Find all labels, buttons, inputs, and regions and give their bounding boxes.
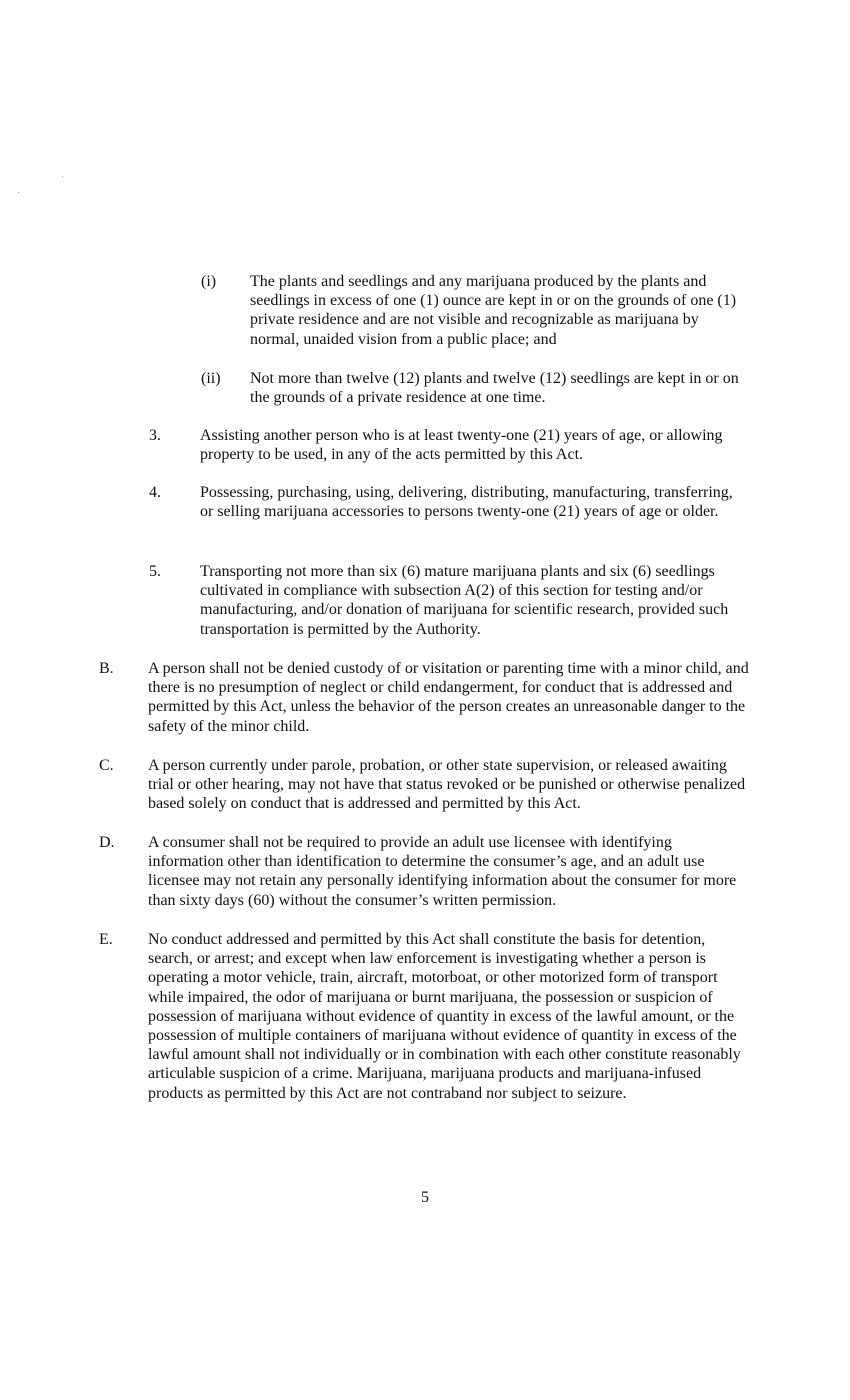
numbered-item-text: Transporting not more than six (6) mature marijuana plants and six (6) seedlings cultivated in compliance with subsection A(2) of this section for testing and/or manufacturing, and/or donation of marijuana for scientific research, provided such transportation is permitted by the Authority. xyxy=(200,563,729,638)
sub-item-text: The plants and seedlings and any marijuana produced by the plants and seedlings in excess of one (1) ounce are kept in or on the grounds of one (1) private residence and are not visible and recognizable as marijuana by normal, unaided vision from a public place; and xyxy=(250,273,737,348)
numbered-item-marker: 3. xyxy=(149,427,161,444)
section-marker: E. xyxy=(99,931,113,948)
section-text: A person shall not be denied custody of or visitation or parenting time with a minor child, and there is no presumption of neglect or child endangerment, for conduct that is addressed and permitted by this Act, unless the behavior of the person creates an unreasonable danger to the safety of the minor child. xyxy=(148,660,749,735)
section-text: No conduct addressed and permitted by this Act shall constitute the basis for detention, search, or arrest; and except when law enforcement is investigating whether a person is operating a motor vehicle, train, aircraft, motorboat, or other motorized form of transport while impaired, the odor of marijuana or burnt marijuana, the possession or suspicion of possession of marijuana without evidence of quantity in excess of the lawful amount, or the possession of multiple containers of marijuana without evidence of quantity in excess of the lawful amount shall not individually or in combination with each other constitute reasonably articulable suspicion of a crime. Marijuana, marijuana products and marijuana-infused products as permitted by this Act are not contraband nor subject to seizure. xyxy=(148,931,741,1102)
section-marker: B. xyxy=(99,660,114,677)
section-marker: C. xyxy=(99,757,114,774)
section-text: A consumer shall not be required to provide an adult use licensee with identifying information other than identification to determine the consumer’s age, and an adult use licensee may not retain any personally identifying information about the consumer for more than sixty days (60) without the consumer’s written permission. xyxy=(148,834,737,909)
page-number: 5 xyxy=(421,1189,429,1206)
sub-item-marker: (ii) xyxy=(201,370,221,387)
numbered-item-marker: 5. xyxy=(149,563,161,580)
scan-speck xyxy=(62,176,63,177)
numbered-item-text: Possessing, purchasing, using, delivering, distributing, manufacturing, transferring, or selling marijuana accessories to persons twenty-one (21) years of age or older. xyxy=(200,484,733,521)
numbered-item-text: Assisting another person who is at least twenty-one (21) years of age, or allowing property to be used, in any of the acts permitted by this Act. xyxy=(200,427,723,464)
sub-item-marker: (i) xyxy=(201,273,217,290)
section-marker: D. xyxy=(99,834,115,851)
numbered-item-marker: 4. xyxy=(149,484,161,501)
scan-speck xyxy=(18,192,19,193)
section-text: A person currently under parole, probation, or other state supervision, or released awaiting trial or other hearing, may not have that status revoked or be punished or otherwise penalized based solely on conduct that is addressed and permitted by this Act. xyxy=(148,757,746,813)
sub-item-text: Not more than twelve (12) plants and twelve (12) seedlings are kept in or on the grounds of a private residence at one time. xyxy=(250,370,739,407)
